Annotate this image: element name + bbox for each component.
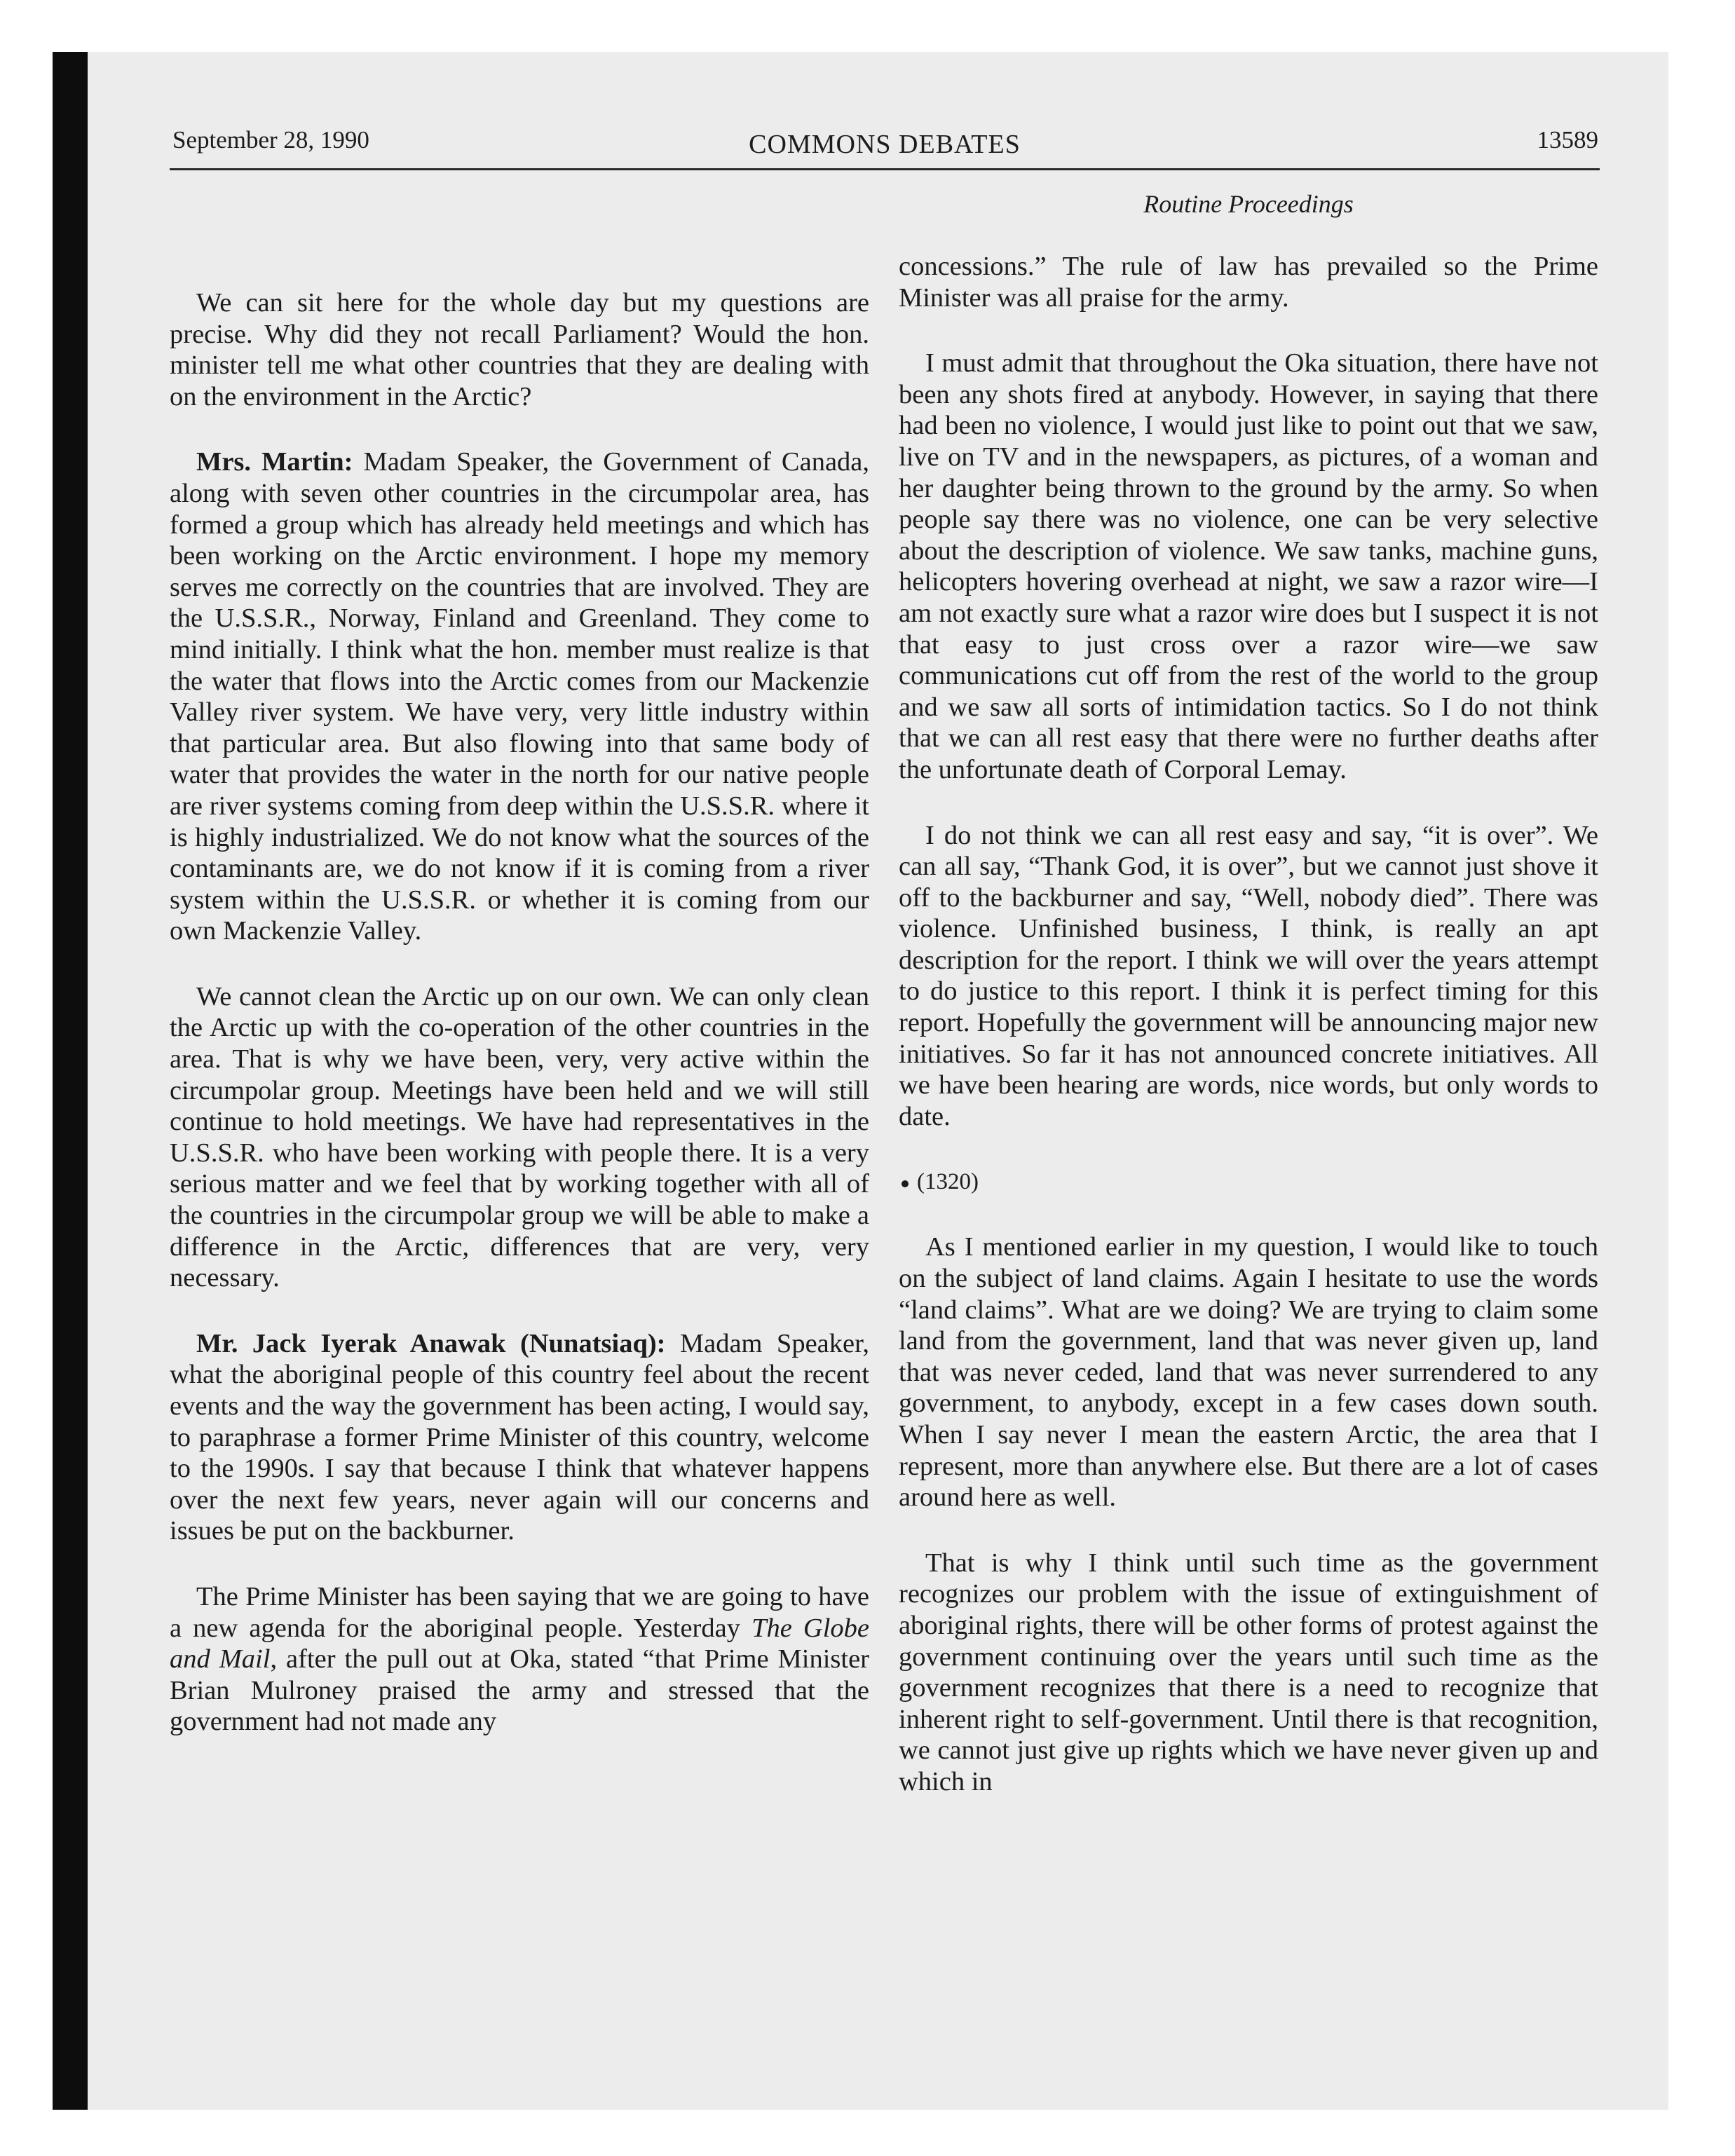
header-page-number: 13589: [1537, 126, 1598, 153]
speaker-name: Mr. Jack Iyerak Anawak (Nunatsiaq):: [196, 1328, 666, 1358]
paragraph: concessions.” The rule of law has prevailed so the Prime Minister was all praise for the army.: [899, 252, 1598, 313]
document-page: [170, 119, 1600, 1796]
bullet-icon: [901, 1180, 909, 1187]
paragraph: We can sit here for the whole day but my questions are precise. Why did they not recall Parliament? Would the hon. minister tell me what other countries that they are dealing with on the environment in the Arctic?: [170, 288, 869, 411]
binding-shadow: [53, 52, 88, 2110]
time-marker-text: (1320): [917, 1169, 979, 1195]
paragraph: As I mentioned earlier in my question, I would like to touch on the subject of land claims. Again I hesitate to use the words “land claims”. What are we doing? We are trying to claim some land from the government, land that was never given up, land that was never ceded, land that was never surrendered to any government, to anybody, except in a few cases down south. When I say never I mean the eastern Arctic, the area that I represent, more than anywhere else. But there are a lot of cases around here as well.: [899, 1232, 1598, 1513]
right-column: [899, 189, 1598, 1832]
header-date: September 28, 1990: [172, 126, 369, 153]
speaker-name: Mrs. Martin:: [196, 447, 353, 477]
paragraph: [170, 1328, 869, 1547]
speech-text: Madam Speaker, what the aboriginal people of this country feel about the recent events and the way the government has been acting, I would say, to paraphrase a former Prime Minister of this country, welcome to the 1990s. I say that because I think that whatever happens over the next few years, never again will our concerns and issues be put on the backburner.: [170, 1328, 869, 1546]
left-column: [170, 287, 869, 1772]
paragraph: I do not think we can all rest easy and say, “it is over”. We can all say, “Thank God, it is over”, but we cannot just shove it off to the backburner and say, “Well, nobody died”. There was violence. Unfinished business, I think, is really an apt description for the report. I think we will over the years attempt to do justice to this report. I think it is perfect timing for this report. Hopefully the government will be announcing major new initiatives. So far it has not announced concrete initiatives. All we have been hearing are words, nice words, but only words to date.: [899, 820, 1598, 1131]
section-heading: Routine Proceedings: [1143, 190, 1354, 218]
publication-title: The Globe and Mail: [170, 1613, 869, 1674]
speech-text: , after the pull out at Oka, stated “that Prime Minister Brian Mulroney praised the army and stressed that the government had not made any: [170, 1644, 869, 1737]
paragraph: We cannot clean the Arctic up on our own. We can only clean the Arctic up with the co-operation of the other countries in the area. That is why we have been, very, very active within the circumpolar group. Meetings have been held and we will still continue to hold meetings. We have had representatives in the U.S.S.R. who have been working with people there. It is a very serious matter and we feel that by working together with all of the countries in the circumpolar group we will be able to make a difference in the Arctic, differences that are very, very necessary.: [170, 981, 869, 1293]
time-marker: [899, 1166, 1598, 1197]
paragraph: [170, 1581, 869, 1738]
speech-text: Madam Speaker, the Government of Canada, along with seven other countries in the circumpolar area, has formed a group which has already held meetings and which has been working on the Arctic environment. I hope my memory serves me correctly on the countries that are involved. They are the U.S.S.R., Norway, Finland and Greenland. They come to mind initially. I think what the hon. member must realize is that the water that flows into the Arctic comes from our Mackenzie Valley river system. We have very, very little industry within that particular area. But also flowing into that same body of water that provides the water in the north for our native people are river systems coming from deep within the U.S.S.R. where it is highly industrialized. We do not know what the sources of the contaminants are, we do not know if it is coming from a river system within the U.S.S.R. or whether it is coming from our own Mackenzie Valley.: [170, 447, 869, 946]
speech-text: The Prime Minister has been saying that we are going to have a new agenda for the aboriginal people. Yesterday: [170, 1581, 869, 1643]
running-header: [170, 119, 1600, 170]
header-title: COMMONS DEBATES: [749, 130, 1021, 159]
paragraph: I must admit that throughout the Oka situation, there have not been any shots fired at anybody. However, in saying that there had been no violence, I would just like to point out that we saw, live on TV and in the newspapers, as pictures, of a woman and her daughter being thrown to the ground by the army. So when people say there was no violence, one can be very selective about the description of violence. We saw tanks, machine guns, helicopters hovering overhead at night, we saw a razor wire—I am not exactly sure what a razor wire does but I suspect it is not that easy to just cross over a razor wire—we saw communications cut off from the rest of the world to the group and we saw all sorts of intimidation tactics. So I do not think that we can all rest easy that there were no further deaths after the unfortunate death of Corporal Lemay.: [899, 348, 1598, 784]
paragraph: That is why I think until such time as the government recognizes our problem with the issue of extinguishment of aboriginal rights, there will be other forms of protest against the government continuing over the years until such time as the government recognizes that there is a need to recognize that inherent right to self-government. Until there is that recognition, we cannot just give up rights which we have never given up and which in: [899, 1548, 1598, 1796]
paragraph: [170, 446, 869, 947]
